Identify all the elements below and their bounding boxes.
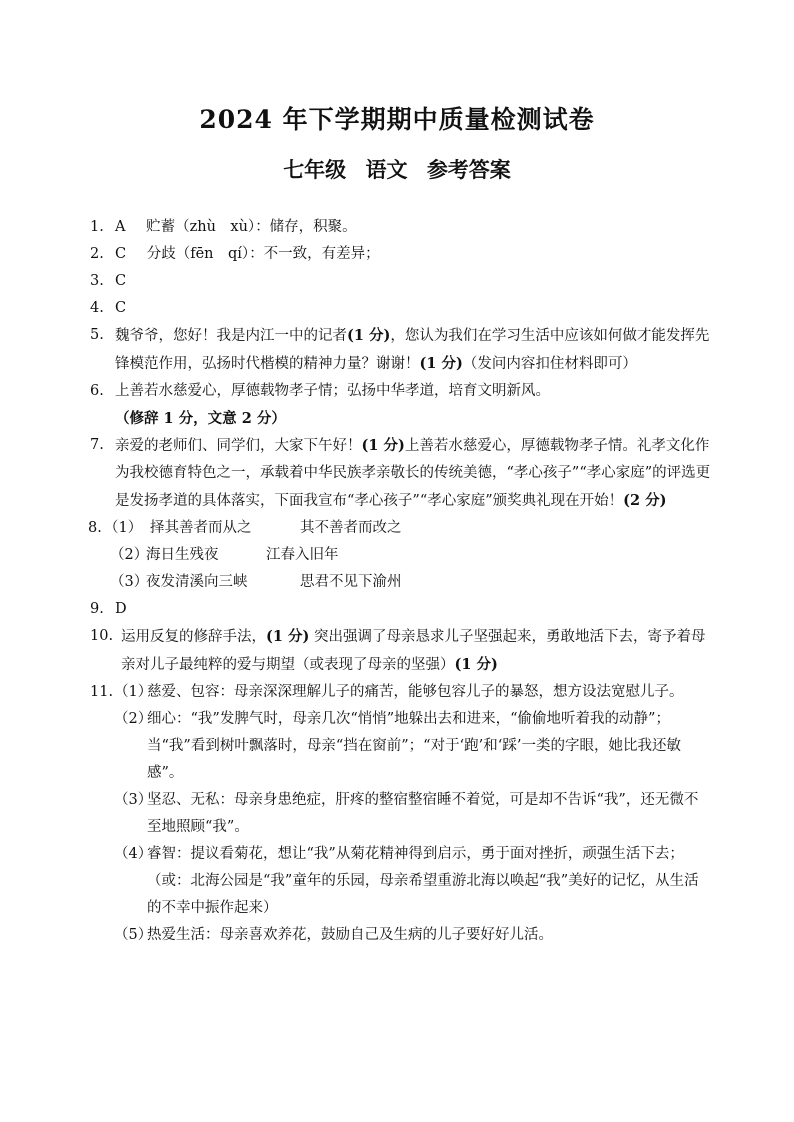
answer-item-1: [0, 214, 794, 241]
sub-answer-text: 睿智：提议看菊花，想让“我”从菊花精神得到启示，勇于面对挫折，顽强生活下去；（或：北海公园是“我”童年的乐园，母亲希望重游北海以唤起“我”美好的记忆，从生活的不幸中振作起来）: [147, 846, 699, 916]
answer-item-2: [0, 241, 794, 268]
answer-item-9: [0, 596, 794, 623]
sub-label: （2）: [110, 547, 149, 563]
answer-text: 运用反复的修辞手法，: [121, 629, 266, 645]
answer-pinyin: （zhù xù）: [175, 219, 256, 235]
score-note: (1 分): [454, 656, 498, 673]
question-number: 3.: [90, 273, 104, 289]
poem-first-half: 海日生残夜: [146, 547, 219, 563]
answer-text: 魏爷爷，您好！我是内江一中的记者: [115, 328, 347, 344]
answer-choice: C: [115, 300, 127, 316]
answer-word: 贮蓄: [146, 219, 176, 235]
sub-label: （1）: [104, 520, 143, 536]
question-number: 9.: [90, 601, 104, 617]
answer-text: 上善若水慈爱心，厚德载物孝子情。礼孝文化作为我校德育特色之一，承载着中华民族孝亲敬长的传统美德，“孝心孩子”“孝心家庭”的评选更是发扬孝道的具体落实，下面我宣布“孝心孩子”“孝心家庭”颁奖典礼现在开始！: [115, 438, 711, 509]
answer-item-7: [0, 432, 794, 515]
grading-note: （发问内容扣住材料即可）: [462, 356, 637, 372]
sub-answer: [0, 841, 794, 922]
page-subtitle: [0, 154, 794, 184]
sub-answer: [0, 787, 794, 841]
poem-line: [0, 515, 794, 542]
answer-text: 突出强调了母亲恳求儿子坚强起来，勇敢地活下去，寄予着母亲对儿子最纯粹的爱与期望（或表现了母亲的坚强）: [121, 629, 706, 673]
sub-answer: [0, 679, 794, 706]
sub-answer-text: 坚忍、无私：母亲身患绝症，肝疼的整宿整宿睡不着觉，可是却不告诉“我”，还无微不至地照顾“我”。: [147, 792, 699, 835]
poem-line: [0, 569, 794, 596]
question-number: 1.: [90, 219, 104, 235]
answer-item-8: [0, 515, 794, 596]
answer-item-10: [0, 623, 794, 679]
sub-label: （3）: [110, 574, 149, 590]
score-note: (2 分): [623, 492, 667, 509]
sub-label: （2）: [114, 711, 153, 727]
answer-item-6: [0, 378, 794, 432]
page-title: 2024 年下学期期中质量检测试卷: [199, 105, 595, 134]
question-number: 7.: [90, 437, 104, 453]
answer-pinyin: （fēn qí）: [175, 246, 250, 262]
answer-meaning: ：储存，积聚。: [255, 219, 357, 235]
doc-type-label: 参考答案: [426, 157, 511, 182]
poem-first-half: 夜发清溪向三峡: [146, 574, 248, 590]
answer-choice: D: [115, 601, 127, 617]
score-note: (1 分): [361, 437, 405, 454]
answer-item-11: [0, 679, 794, 949]
poem-first-half: 择其善者而从之: [150, 520, 252, 536]
sub-label: （4）: [114, 846, 153, 862]
question-number: 4.: [90, 300, 104, 316]
sub-label: （3）: [114, 792, 153, 808]
question-number: 5.: [90, 327, 104, 343]
question-number: 6.: [90, 383, 104, 399]
sub-answer-text: 细心：“我”发脾气时，母亲几次“悄悄”地躲出去和进来，“偷偷地听着我的动静”；当“我”看到树叶飘落时，母亲“挡在窗前”；“对于‘跑’和‘踩’一类的字眼，她比我还敏感”。: [147, 711, 681, 781]
answer-text: ，您认为我们在学习生活中应该如何做才能发挥先锋模范作用，弘扬时代楷模的精神力量？谢谢！: [115, 328, 710, 372]
score-note: (1 分): [419, 355, 463, 372]
answer-word: 分歧: [146, 246, 176, 262]
answer-choice: A: [115, 219, 126, 235]
answer-meaning: ：不一致，有差异；: [249, 246, 380, 262]
answer-text: 亲爱的老师们、同学们，大家下午好！: [115, 438, 362, 454]
question-number: 2.: [90, 246, 104, 262]
sub-answer: [0, 706, 794, 787]
poem-line: [0, 542, 794, 569]
answer-item-3: [0, 268, 794, 295]
sub-answer: [0, 922, 794, 949]
question-number: 8.: [88, 520, 102, 536]
answer-item-4: [0, 295, 794, 322]
answer-choice: C: [115, 273, 127, 289]
answer-text: 上善若水慈爱心，厚德载物孝子情；弘扬中华孝道，培育文明新风。: [115, 383, 550, 399]
sub-label: （1）: [114, 684, 153, 700]
sub-answer-text: 慈爱、包容：母亲深深理解儿子的痛苦，能够包容儿子的暴怒，想方设法宽慰儿子。: [147, 684, 684, 700]
grade-label: 七年级: [283, 157, 347, 182]
sub-label: （5）: [114, 927, 153, 943]
subject-label: 语文: [365, 157, 408, 182]
score-note: (1 分): [266, 628, 310, 645]
sub-answer-text: 热爱生活：母亲喜欢养花，鼓励自己及生病的儿子要好好儿活。: [147, 927, 553, 943]
question-number: 10.: [90, 628, 114, 644]
score-note: （修辞 1 分，文意 2 分）: [115, 410, 286, 427]
question-number: 11.: [90, 684, 114, 700]
answer-list: [0, 214, 794, 949]
answer-item-5: [0, 322, 794, 378]
poem-second-half: 思君不见下渝州: [300, 574, 402, 590]
score-note: (1 分): [347, 327, 391, 344]
poem-second-half: 其不善者而改之: [300, 520, 402, 536]
poem-second-half: 江春入旧年: [266, 547, 339, 563]
answer-choice: C: [115, 246, 127, 262]
